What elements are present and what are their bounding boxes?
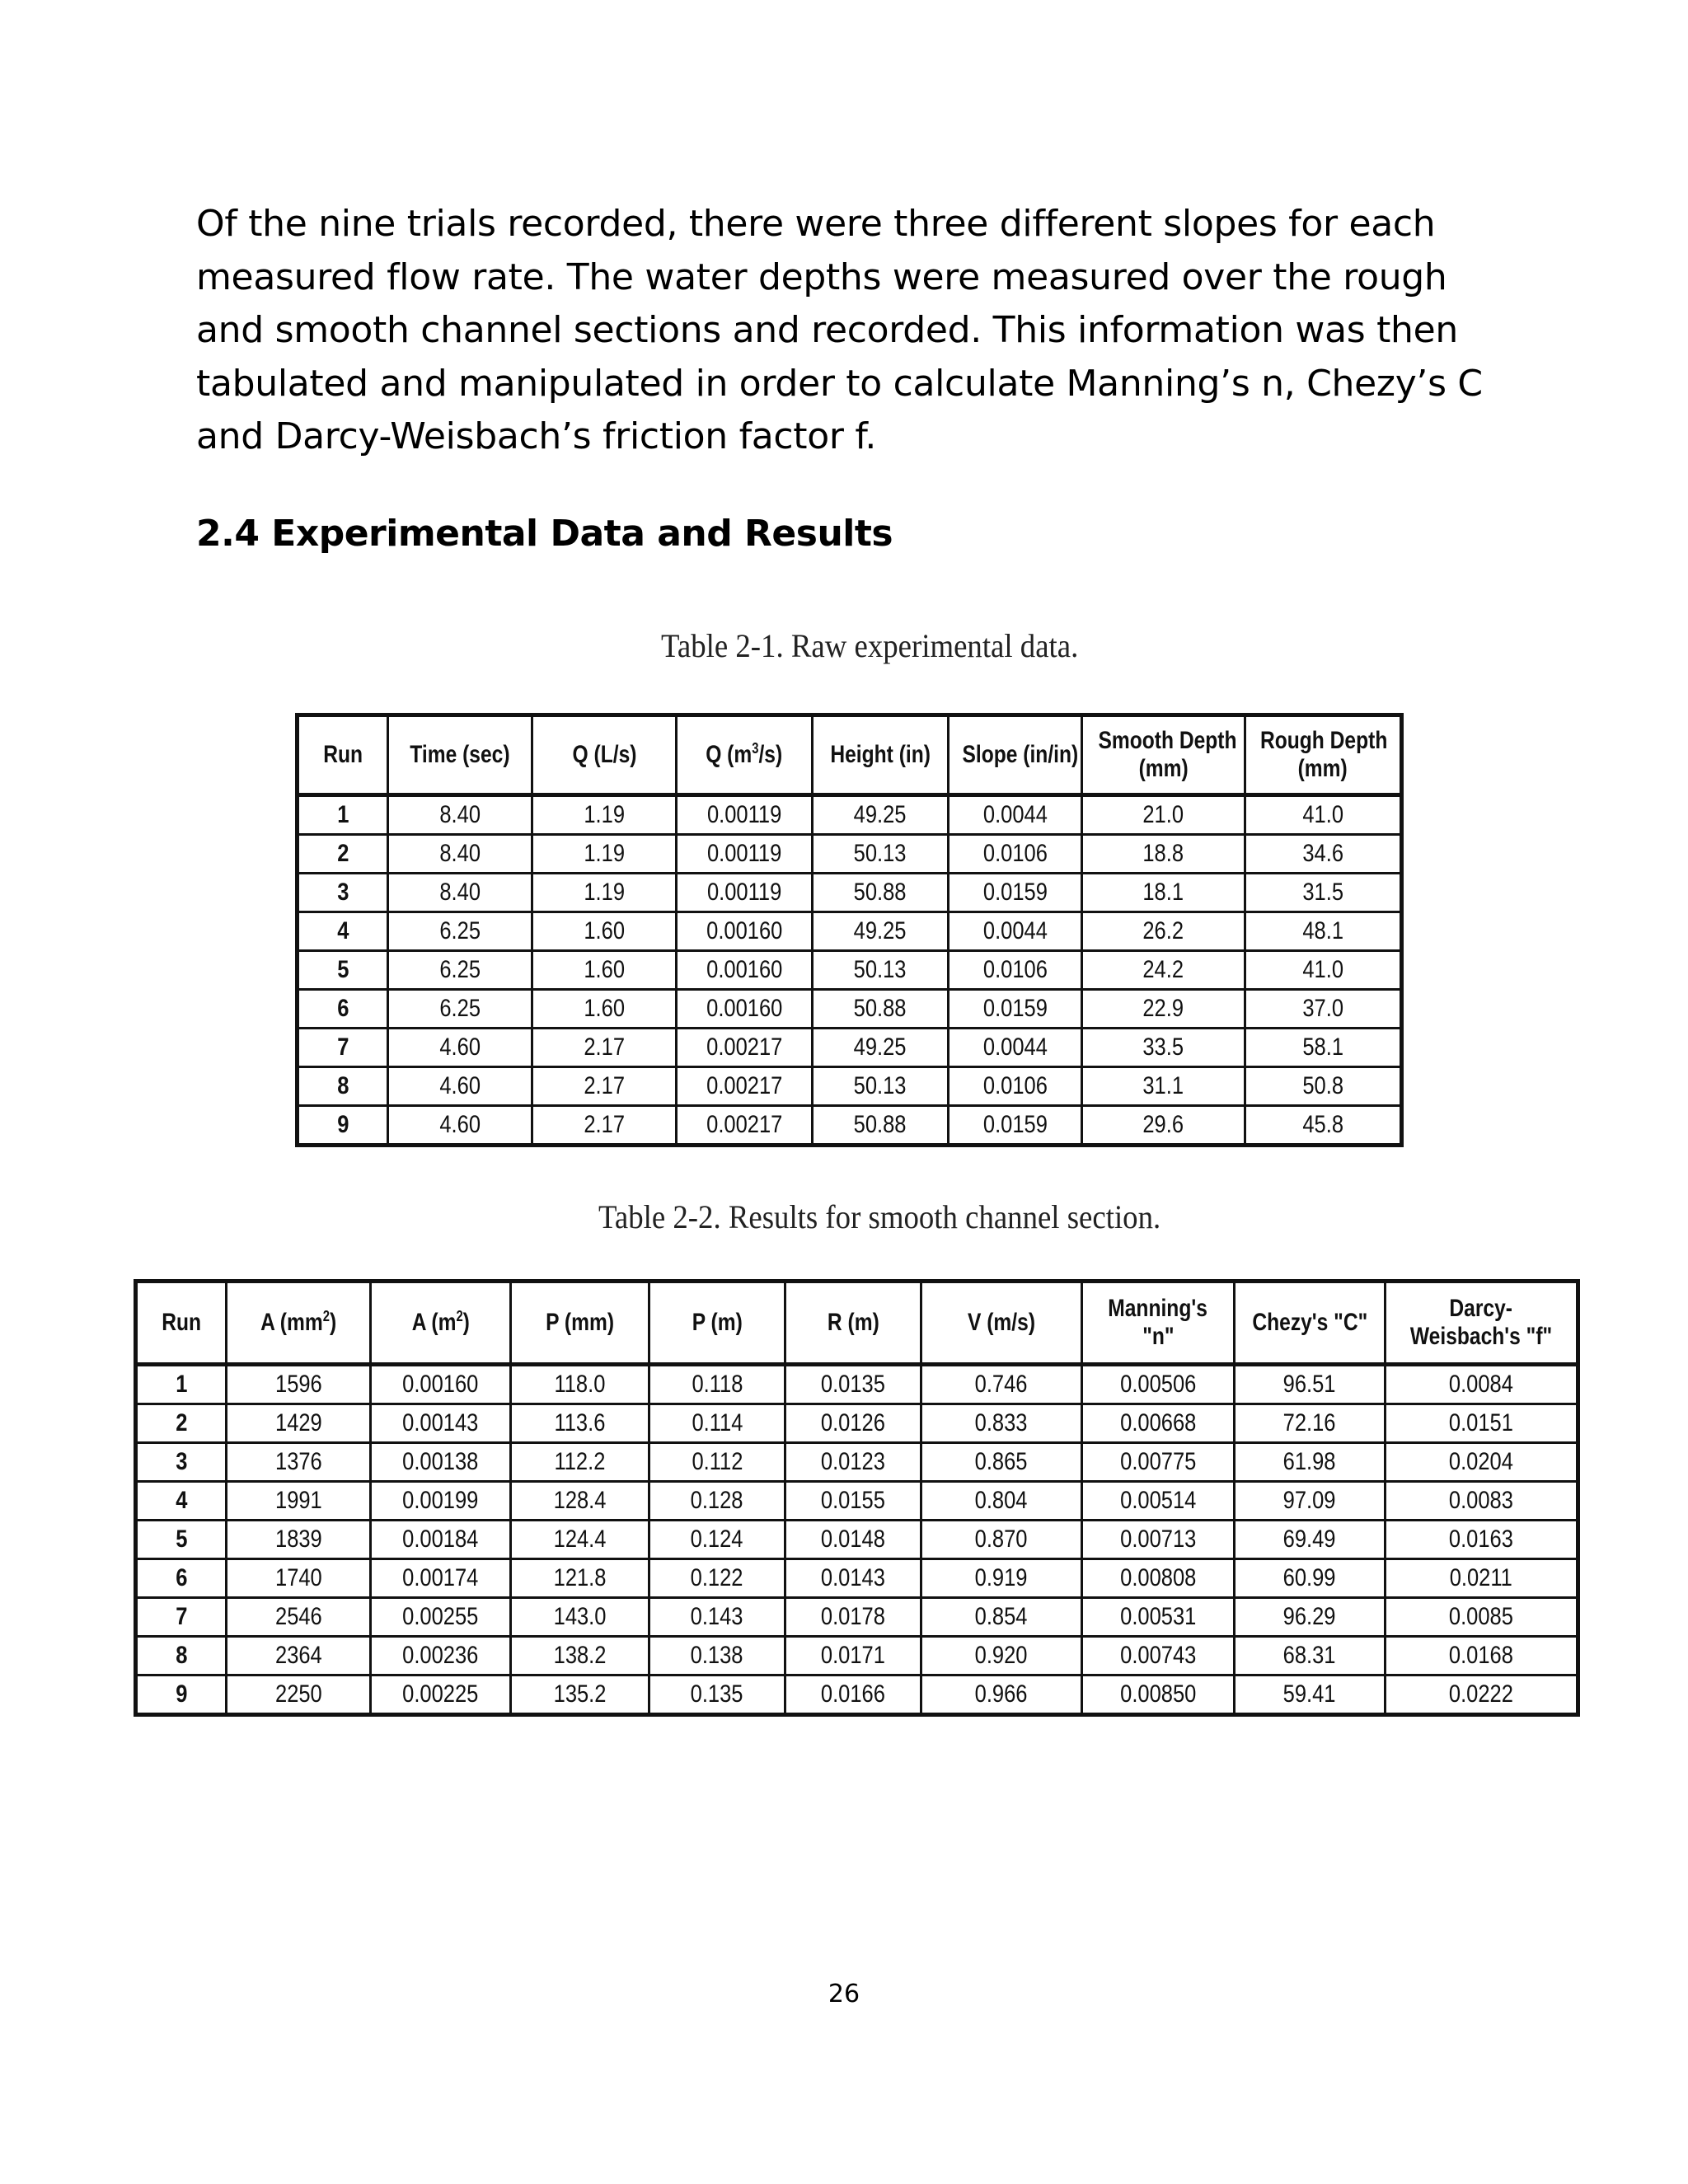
table-row	[136, 1482, 1578, 1521]
cell-q-m3s: 0.00217	[677, 1067, 813, 1106]
cell-c: 97.09	[1235, 1482, 1386, 1521]
cell-smooth: 24.2	[1082, 951, 1245, 990]
cell-v: 0.854	[921, 1598, 1082, 1637]
cell-time: 4.60	[388, 1029, 532, 1067]
cell-c: 69.49	[1235, 1521, 1386, 1559]
cell-f: 0.0083	[1386, 1482, 1578, 1521]
header-area-m2: A $(m^2)$	[371, 1282, 511, 1365]
smooth-results-table	[134, 1279, 1580, 1717]
cell-v: 0.966	[921, 1675, 1082, 1715]
cell-n: 0.00743	[1082, 1637, 1235, 1675]
intro-line: and smooth channel sections and recorded. This information was then	[196, 309, 1458, 351]
cell-run: 5	[298, 951, 388, 990]
cell-p-m: 0.122	[649, 1559, 785, 1598]
cell-r-m: 0.0126	[785, 1404, 921, 1443]
cell-n: 0.00775	[1082, 1443, 1235, 1482]
cell-height: 50.88	[813, 1106, 949, 1146]
cell-run: 4	[298, 912, 388, 951]
cell-a-m2: 0.00138	[371, 1443, 511, 1482]
cell-rough: 48.1	[1245, 912, 1402, 951]
cell-time: 8.40	[388, 835, 532, 874]
cell-q-ls: 1.19	[532, 795, 677, 835]
cell-time: 6.25	[388, 951, 532, 990]
cell-run: 1	[136, 1365, 227, 1404]
cell-a-mm2: 1839	[227, 1521, 371, 1559]
header-velocity: V (m/s)	[921, 1282, 1082, 1365]
cell-n: 0.00506	[1082, 1365, 1235, 1404]
cell-time: 8.40	[388, 874, 532, 912]
cell-p-mm: 124.4	[511, 1521, 649, 1559]
table-row	[136, 1443, 1578, 1482]
cell-run: 6	[298, 990, 388, 1029]
intro-line: measured flow rate. The water depths were measured over the rough	[196, 255, 1447, 298]
cell-q-m3s: 0.00217	[677, 1029, 813, 1067]
cell-height: 50.13	[813, 1067, 949, 1106]
table-row	[136, 1675, 1578, 1715]
cell-time: 8.40	[388, 795, 532, 835]
cell-slope: 0.0044	[949, 1029, 1082, 1067]
cell-rough: 41.0	[1245, 951, 1402, 990]
intro-paragraph	[196, 198, 1498, 464]
cell-a-mm2: 2364	[227, 1637, 371, 1675]
cell-a-mm2: 1376	[227, 1443, 371, 1482]
cell-rough: 34.6	[1245, 835, 1402, 874]
table-row	[298, 1067, 1402, 1106]
cell-f: 0.0168	[1386, 1637, 1578, 1675]
cell-a-m2: 0.00160	[371, 1365, 511, 1404]
cell-v: 0.919	[921, 1559, 1082, 1598]
cell-p-mm: 143.0	[511, 1598, 649, 1637]
cell-run: 7	[136, 1598, 227, 1637]
cell-a-mm2: 1596	[227, 1365, 371, 1404]
cell-q-m3s: 0.00160	[677, 951, 813, 990]
cell-c: 61.98	[1235, 1443, 1386, 1482]
cell-slope: 0.0159	[949, 874, 1082, 912]
cell-p-m: 0.128	[649, 1482, 785, 1521]
table-row	[298, 990, 1402, 1029]
cell-p-mm: 113.6	[511, 1404, 649, 1443]
cell-rough: 58.1	[1245, 1029, 1402, 1067]
cell-run: 2	[136, 1404, 227, 1443]
cell-p-mm: 138.2	[511, 1637, 649, 1675]
intro-line: and Darcy-Weisbach’s friction factor f.	[196, 415, 877, 457]
cell-height: 49.25	[813, 795, 949, 835]
cell-slope: 0.0159	[949, 1106, 1082, 1146]
raw-data-table	[295, 713, 1404, 1147]
cell-a-m2: 0.00236	[371, 1637, 511, 1675]
section-heading: 2.4 Experimental Data and Results	[196, 513, 893, 555]
cell-q-ls: 1.60	[532, 912, 677, 951]
cell-p-m: 0.138	[649, 1637, 785, 1675]
cell-rough: 50.8	[1245, 1067, 1402, 1106]
table-row	[298, 835, 1402, 874]
cell-slope: 0.0106	[949, 951, 1082, 990]
cell-run: 6	[136, 1559, 227, 1598]
cell-p-mm: 121.8	[511, 1559, 649, 1598]
cell-q-ls: 1.60	[532, 951, 677, 990]
cell-run: 5	[136, 1521, 227, 1559]
cell-q-m3s: 0.00160	[677, 912, 813, 951]
cell-q-m3s: 0.00119	[677, 835, 813, 874]
table-header-row	[298, 715, 1402, 795]
cell-height: 49.25	[813, 912, 949, 951]
cell-f: 0.0204	[1386, 1443, 1578, 1482]
cell-n: 0.00808	[1082, 1559, 1235, 1598]
cell-f: 0.0222	[1386, 1675, 1578, 1715]
cell-smooth: 26.2	[1082, 912, 1245, 951]
table-row	[298, 795, 1402, 835]
cell-run: 8	[298, 1067, 388, 1106]
table-row	[298, 951, 1402, 990]
header-q-ls: Q (L/s)	[532, 715, 677, 795]
cell-smooth: 31.1	[1082, 1067, 1245, 1106]
cell-a-m2: 0.00143	[371, 1404, 511, 1443]
cell-slope: 0.0106	[949, 1067, 1082, 1106]
header-height: Height (in)	[813, 715, 949, 795]
cell-n: 0.00850	[1082, 1675, 1235, 1715]
header-slope: Slope (in/in)	[949, 715, 1082, 795]
cell-rough: 37.0	[1245, 990, 1402, 1029]
cell-v: 0.865	[921, 1443, 1082, 1482]
cell-time: 6.25	[388, 912, 532, 951]
intro-line: Of the nine trials recorded, there were three different slopes for each	[196, 203, 1436, 245]
cell-time: 6.25	[388, 990, 532, 1029]
cell-slope: 0.0159	[949, 990, 1082, 1029]
cell-run: 9	[136, 1675, 227, 1715]
cell-p-mm: 135.2	[511, 1675, 649, 1715]
cell-q-m3s: 0.00160	[677, 990, 813, 1029]
cell-q-m3s: 0.00217	[677, 1106, 813, 1146]
cell-p-m: 0.118	[649, 1365, 785, 1404]
table-row	[136, 1365, 1578, 1404]
cell-r-m: 0.0143	[785, 1559, 921, 1598]
cell-a-m2: 0.00225	[371, 1675, 511, 1715]
cell-c: 68.31	[1235, 1637, 1386, 1675]
cell-n: 0.00531	[1082, 1598, 1235, 1637]
cell-r-m: 0.0166	[785, 1675, 921, 1715]
cell-r-m: 0.0171	[785, 1637, 921, 1675]
cell-n: 0.00668	[1082, 1404, 1235, 1443]
cell-q-ls: 2.17	[532, 1106, 677, 1146]
cell-smooth: 29.6	[1082, 1106, 1245, 1146]
cell-slope: 0.0044	[949, 795, 1082, 835]
cell-a-mm2: 2250	[227, 1675, 371, 1715]
cell-v: 0.870	[921, 1521, 1082, 1559]
cell-height: 50.88	[813, 874, 949, 912]
cell-time: 4.60	[388, 1067, 532, 1106]
table-row	[298, 874, 1402, 912]
cell-run: 1	[298, 795, 388, 835]
cell-p-mm: 118.0	[511, 1365, 649, 1404]
cell-run: 9	[298, 1106, 388, 1146]
cell-p-m: 0.112	[649, 1443, 785, 1482]
cell-rough: 31.5	[1245, 874, 1402, 912]
cell-q-m3s: 0.00119	[677, 874, 813, 912]
table-row	[298, 1029, 1402, 1067]
cell-run: 2	[298, 835, 388, 874]
header-hydraulic-radius: R (m)	[785, 1282, 921, 1365]
cell-rough: 41.0	[1245, 795, 1402, 835]
table-row	[136, 1521, 1578, 1559]
cell-p-m: 0.143	[649, 1598, 785, 1637]
header-q-m3s: Q $(m^3/s)$	[677, 715, 813, 795]
cell-r-m: 0.0123	[785, 1443, 921, 1482]
cell-r-m: 0.0155	[785, 1482, 921, 1521]
header-chezy-c: Chezy's "C"	[1235, 1282, 1386, 1365]
cell-q-ls: 2.17	[532, 1029, 677, 1067]
table-header-row	[136, 1282, 1578, 1365]
cell-time: 4.60	[388, 1106, 532, 1146]
header-run: Run	[298, 715, 388, 795]
cell-v: 0.746	[921, 1365, 1082, 1404]
cell-run: 3	[136, 1443, 227, 1482]
cell-c: 96.29	[1235, 1598, 1386, 1637]
cell-run: 4	[136, 1482, 227, 1521]
cell-smooth: 33.5	[1082, 1029, 1245, 1067]
cell-run: 3	[298, 874, 388, 912]
cell-a-m2: 0.00174	[371, 1559, 511, 1598]
cell-smooth: 18.8	[1082, 835, 1245, 874]
table-row	[136, 1598, 1578, 1637]
cell-run: 7	[298, 1029, 388, 1067]
header-area-mm2: A $(mm^2)$	[227, 1282, 371, 1365]
cell-slope: 0.0044	[949, 912, 1082, 951]
header-perimeter-m: P (m)	[649, 1282, 785, 1365]
cell-q-ls: 1.19	[532, 835, 677, 874]
cell-v: 0.833	[921, 1404, 1082, 1443]
cell-v: 0.804	[921, 1482, 1082, 1521]
table-row	[298, 912, 1402, 951]
cell-a-m2: 0.00184	[371, 1521, 511, 1559]
cell-run: 8	[136, 1637, 227, 1675]
cell-p-mm: 112.2	[511, 1443, 649, 1482]
cell-a-mm2: 1429	[227, 1404, 371, 1443]
cell-f: 0.0084	[1386, 1365, 1578, 1404]
header-run: Run	[136, 1282, 227, 1365]
cell-rough: 45.8	[1245, 1106, 1402, 1146]
cell-q-ls: 1.60	[532, 990, 677, 1029]
table-row	[136, 1404, 1578, 1443]
cell-smooth: 22.9	[1082, 990, 1245, 1029]
cell-c: 59.41	[1235, 1675, 1386, 1715]
cell-a-mm2: 1991	[227, 1482, 371, 1521]
table-row	[136, 1559, 1578, 1598]
cell-slope: 0.0106	[949, 835, 1082, 874]
cell-c: 72.16	[1235, 1404, 1386, 1443]
cell-p-m: 0.124	[649, 1521, 785, 1559]
intro-line: tabulated and manipulated in order to calculate Manning’s n, Chezy’s C	[196, 362, 1483, 405]
cell-smooth: 18.1	[1082, 874, 1245, 912]
cell-p-m: 0.114	[649, 1404, 785, 1443]
cell-p-m: 0.135	[649, 1675, 785, 1715]
header-rough-depth: Rough Depth (mm)	[1245, 715, 1402, 795]
cell-height: 50.13	[813, 835, 949, 874]
cell-r-m: 0.0148	[785, 1521, 921, 1559]
table-1-caption: Table 2-1. Raw experimental data.	[661, 627, 1079, 664]
table-2-caption: Table 2-2. Results for smooth channel section.	[598, 1198, 1161, 1235]
cell-a-mm2: 1740	[227, 1559, 371, 1598]
header-darcy-f: Darcy- Weisbach's "f"	[1386, 1282, 1578, 1365]
cell-smooth: 21.0	[1082, 795, 1245, 835]
cell-f: 0.0211	[1386, 1559, 1578, 1598]
header-smooth-depth: Smooth Depth (mm)	[1082, 715, 1245, 795]
header-manning-n: Manning's "n"	[1082, 1282, 1235, 1365]
header-time: Time (sec)	[388, 715, 532, 795]
table-row	[298, 1106, 1402, 1146]
table-row	[136, 1637, 1578, 1675]
cell-q-ls: 2.17	[532, 1067, 677, 1106]
cell-a-m2: 0.00199	[371, 1482, 511, 1521]
cell-q-ls: 1.19	[532, 874, 677, 912]
cell-a-m2: 0.00255	[371, 1598, 511, 1637]
cell-a-mm2: 2546	[227, 1598, 371, 1637]
cell-f: 0.0163	[1386, 1521, 1578, 1559]
page-number: 26	[828, 1980, 860, 2008]
cell-v: 0.920	[921, 1637, 1082, 1675]
cell-p-mm: 128.4	[511, 1482, 649, 1521]
cell-n: 0.00713	[1082, 1521, 1235, 1559]
cell-f: 0.0151	[1386, 1404, 1578, 1443]
cell-c: 60.99	[1235, 1559, 1386, 1598]
cell-height: 49.25	[813, 1029, 949, 1067]
cell-height: 50.88	[813, 990, 949, 1029]
cell-height: 50.13	[813, 951, 949, 990]
cell-q-m3s: 0.00119	[677, 795, 813, 835]
cell-c: 96.51	[1235, 1365, 1386, 1404]
header-perimeter-mm: P (mm)	[511, 1282, 649, 1365]
cell-r-m: 0.0135	[785, 1365, 921, 1404]
cell-f: 0.0085	[1386, 1598, 1578, 1637]
cell-r-m: 0.0178	[785, 1598, 921, 1637]
cell-n: 0.00514	[1082, 1482, 1235, 1521]
